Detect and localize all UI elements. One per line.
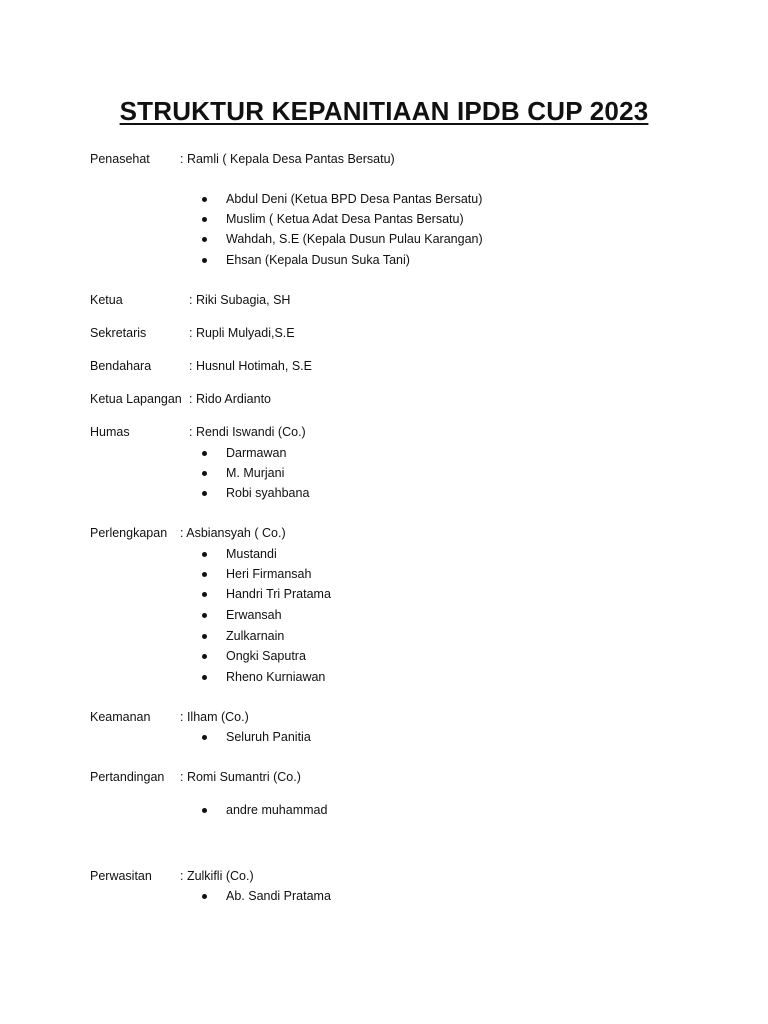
- bullet-icon: [202, 675, 207, 680]
- section-keamanan: [90, 709, 249, 725]
- section-value: : Rido Ardianto: [189, 392, 271, 406]
- section-bendahara: [90, 358, 312, 374]
- section-label: Ketua: [90, 293, 123, 307]
- section-label: Humas: [90, 425, 130, 439]
- section-value: : Rupli Mulyadi,S.E: [189, 326, 295, 340]
- section-value: : Riki Subagia, SH: [189, 293, 291, 307]
- bullet-icon: [202, 451, 207, 456]
- section-label: Penasehat: [90, 152, 150, 166]
- section-sekretaris: [90, 325, 295, 341]
- section-label: Bendahara: [90, 359, 152, 373]
- bullet-icon: [202, 258, 207, 263]
- bullet-icon: [202, 237, 207, 242]
- bullet-icon: [202, 197, 207, 202]
- section-label: Ketua Lapangan: [90, 392, 182, 406]
- bullet-icon: [202, 592, 207, 597]
- bullet-icon: [202, 894, 207, 899]
- section-perwasitan: [90, 868, 254, 884]
- section-value: : Ilham (Co.): [180, 710, 249, 724]
- section-label: Perwasitan: [90, 869, 152, 883]
- bullet-icon: [202, 634, 207, 639]
- bullet-icon: [202, 552, 207, 557]
- section-value: : Romi Sumantri (Co.): [180, 770, 301, 784]
- section-label: Keamanan: [90, 710, 151, 724]
- section-value: : Rendi Iswandi (Co.): [189, 425, 306, 439]
- section-value: : Husnul Hotimah, S.E: [189, 359, 312, 373]
- bullet-icon: [202, 491, 207, 496]
- section-pertandingan: [90, 769, 301, 785]
- bullet-icon: [202, 471, 207, 476]
- section-label: Perlengkapan: [90, 526, 168, 540]
- bullet-icon: [202, 572, 207, 577]
- section-value: : Ramli ( Kepala Desa Pantas Bersatu): [180, 152, 395, 166]
- document-page: STRUKTUR KEPANITIAAN IPDB CUP 2023 Penasehat : Ramli ( Kepala Desa Pantas Bersatu) Abdul Deni (Ketua BPD Desa Pantas Bersatu) Muslim ( Ketua Adat Desa Pantas Bersatu) Wahdah, S.E (Kepala Dusun Pulau Karangan) Ehsan (Kepala Dusun Suka Tani) Ketua : Riki Subagia, SH Sekretaris : Rupli Mulyadi,S.E Bendahara : Husnul Hotimah, S.E Ketua Lapangan : Rido Ardianto Humas : Rendi Iswandi (Co.) Darmawan M. Murjani Robi syahbana Perlengkapan : Asbiansyah ( Co.) Mustandi Heri Firmansah Handri Tri Pratama Erwansah Zulkarnain Ongki Saputra Rheno Kurniawan Keamanan : Ilham (Co.) Seluruh Panitia Pertandingan : Romi Sumantri (Co.) andre muhammad Perwasitan : Zulkifli (Co.) Ab. Sandi Pratama: [0, 0, 768, 1024]
- section-perlengkapan: [90, 525, 286, 541]
- bullet-icon: [202, 217, 207, 222]
- section-value: : Zulkifli (Co.): [180, 869, 254, 883]
- section-value: : Asbiansyah ( Co.): [180, 526, 286, 540]
- section-label: Sekretaris: [90, 326, 147, 340]
- bullet-icon: [202, 735, 207, 740]
- bullet-icon: [202, 808, 207, 813]
- page-title: STRUKTUR KEPANITIAAN IPDB CUP 2023: [119, 96, 649, 126]
- section-ketua: [90, 292, 291, 308]
- section-humas: [90, 424, 306, 440]
- section-penasehat: [90, 151, 395, 167]
- section-ketua-lapangan: [90, 391, 271, 407]
- section-label: Pertandingan: [90, 770, 165, 784]
- bullet-icon: [202, 613, 207, 618]
- bullet-icon: [202, 654, 207, 659]
